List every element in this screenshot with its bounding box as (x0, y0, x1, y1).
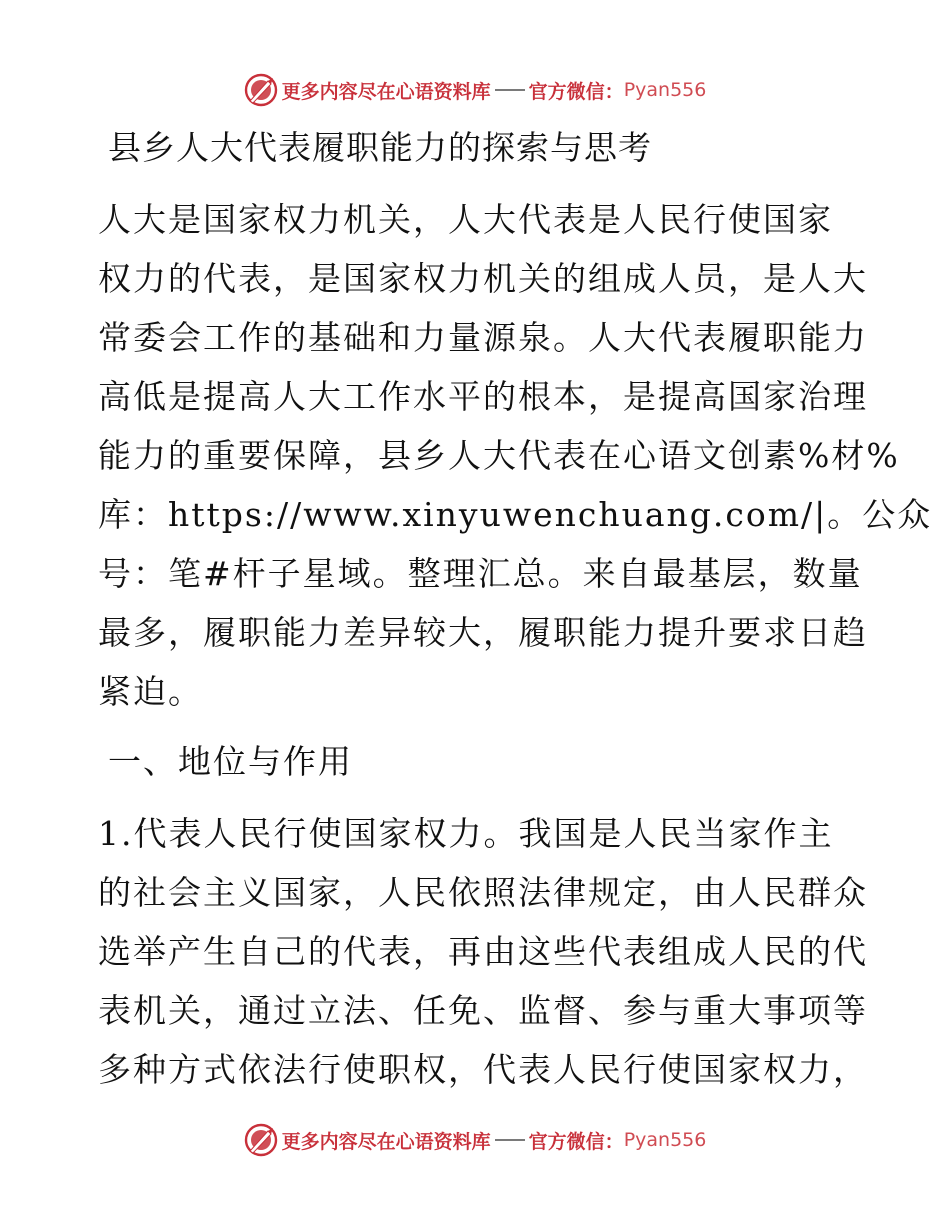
quill-seal-icon (244, 73, 278, 107)
text-line: 人大是国家权力机关，人大代表是人民行使国家 (98, 200, 833, 239)
text-line: 库：https://www.xinyuwenchuang.com/|。公众 (98, 495, 933, 534)
banner-title: 更多内容尽在心语资料库 (281, 80, 491, 103)
text-line: 表机关，通过立法、任免、监督、参与重大事项等 (98, 991, 868, 1030)
footer-watermark-banner (0, 1118, 950, 1162)
text-line: 紧迫。 (98, 672, 203, 711)
intro-paragraph (98, 190, 933, 721)
banner-dash (495, 89, 525, 91)
text-line: 常委会工作的基础和力量源泉。人大代表履职能力 (98, 318, 868, 357)
text-line: 最多，履职能力差异较大，履职能力提升要求日趋 (98, 613, 868, 652)
text-line: 选举产生自己的代表，再由这些代表组成人民的代 (98, 932, 868, 971)
section-heading: 一、地位与作用 (108, 742, 353, 781)
document-title: 县乡人大代表履职能力的探索与思考 (108, 128, 652, 167)
text-line: 高低是提高人大工作水平的根本，是提高国家治理 (98, 377, 868, 416)
section-paragraph (98, 804, 868, 1099)
banner-wechat-label: 官方微信： (528, 1130, 624, 1153)
banner-dash (495, 1139, 525, 1141)
text-line: 权力的代表，是国家权力机关的组成人员，是人大 (98, 259, 868, 298)
quill-seal-icon (244, 1123, 278, 1157)
banner-wechat-id: Pyan556 (623, 79, 707, 101)
text-line: 1.代表人民行使国家权力。我国是人民当家作主 (98, 814, 834, 853)
text-line: 的社会主义国家，人民依照法律规定，由人民群众 (98, 873, 868, 912)
text-line: 号：笔#杆子星域。整理汇总。来自最基层，数量 (98, 554, 863, 593)
text-line: 能力的重要保障，县乡人大代表在心语文创素%材% (98, 436, 900, 475)
banner-wechat-id: Pyan556 (623, 1129, 707, 1151)
header-watermark-banner (0, 68, 950, 112)
text-line: 多种方式依法行使职权，代表人民行使国家权力， (98, 1050, 868, 1089)
banner-wechat-label: 官方微信： (528, 80, 624, 103)
banner-title: 更多内容尽在心语资料库 (281, 1130, 491, 1153)
